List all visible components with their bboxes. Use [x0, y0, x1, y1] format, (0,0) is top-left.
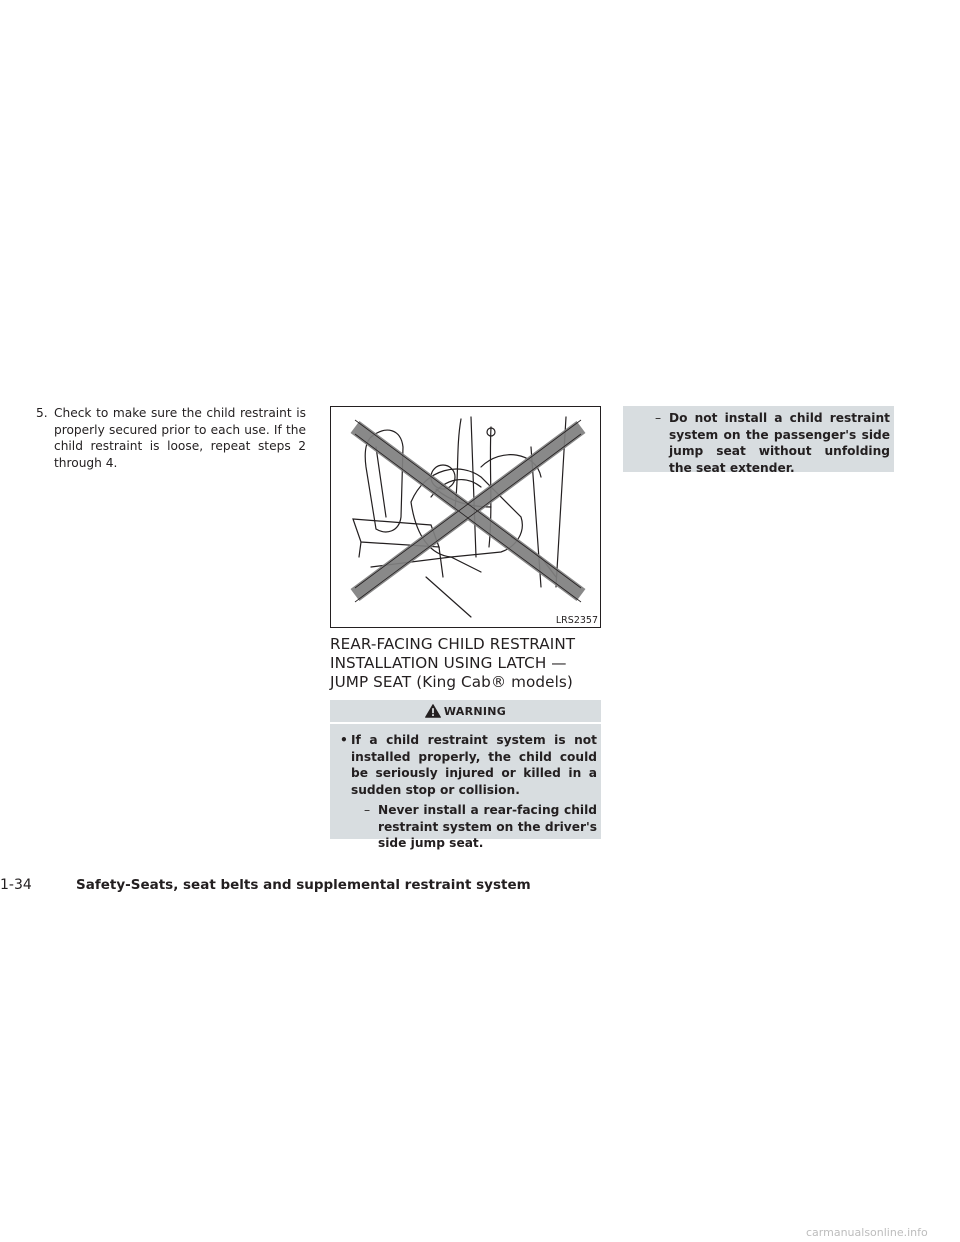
- step-5-paragraph: [36, 405, 306, 471]
- warning-subitem-1: [364, 802, 597, 852]
- section-heading: REAR-FACING CHILD RESTRAINT INSTALLATION USING LATCH — JUMP SEAT (King Cab® models): [330, 635, 576, 691]
- warning-label: WARNING: [443, 704, 507, 718]
- subitem-text: Do not install a child restraint system on the passenger's side jump seat without unfolding the seat extender.: [669, 411, 890, 475]
- step-5: [36, 405, 306, 471]
- warning-bullet: [340, 732, 597, 798]
- page-number: 1-34: [0, 877, 32, 893]
- bullet-marker: •: [340, 733, 348, 747]
- warning-triangle-icon: [425, 704, 441, 718]
- installation-illustration: [330, 406, 601, 628]
- step-number: 5.: [36, 406, 48, 420]
- warning-header: [330, 700, 601, 722]
- footer-section-title: Safety-Seats, seat belts and supplemental restraint system: [76, 877, 531, 893]
- warning-subitem-2: [655, 410, 890, 476]
- step-text: Check to make sure the child restraint is properly secured prior to each use. If the child restraint is loose, repeat steps 2 through 4.: [54, 406, 306, 470]
- figure-code: LRS2357: [555, 615, 598, 626]
- watermark: carmanualsonline.info: [806, 1226, 928, 1239]
- warning-continuation: [623, 406, 894, 475]
- prohibited-installation-drawing: [331, 407, 600, 627]
- page-footer: [0, 877, 531, 897]
- warning-body: [330, 724, 601, 850]
- subitem-text: Never install a rear-facing child restraint system on the driver's side jump seat.: [378, 803, 597, 850]
- dash-marker: –: [655, 411, 662, 425]
- dash-marker: –: [364, 803, 371, 817]
- bullet-text: If a child restraint system is not installed properly, the child could be seriously injured or killed in a sudden stop or collision.: [351, 733, 597, 797]
